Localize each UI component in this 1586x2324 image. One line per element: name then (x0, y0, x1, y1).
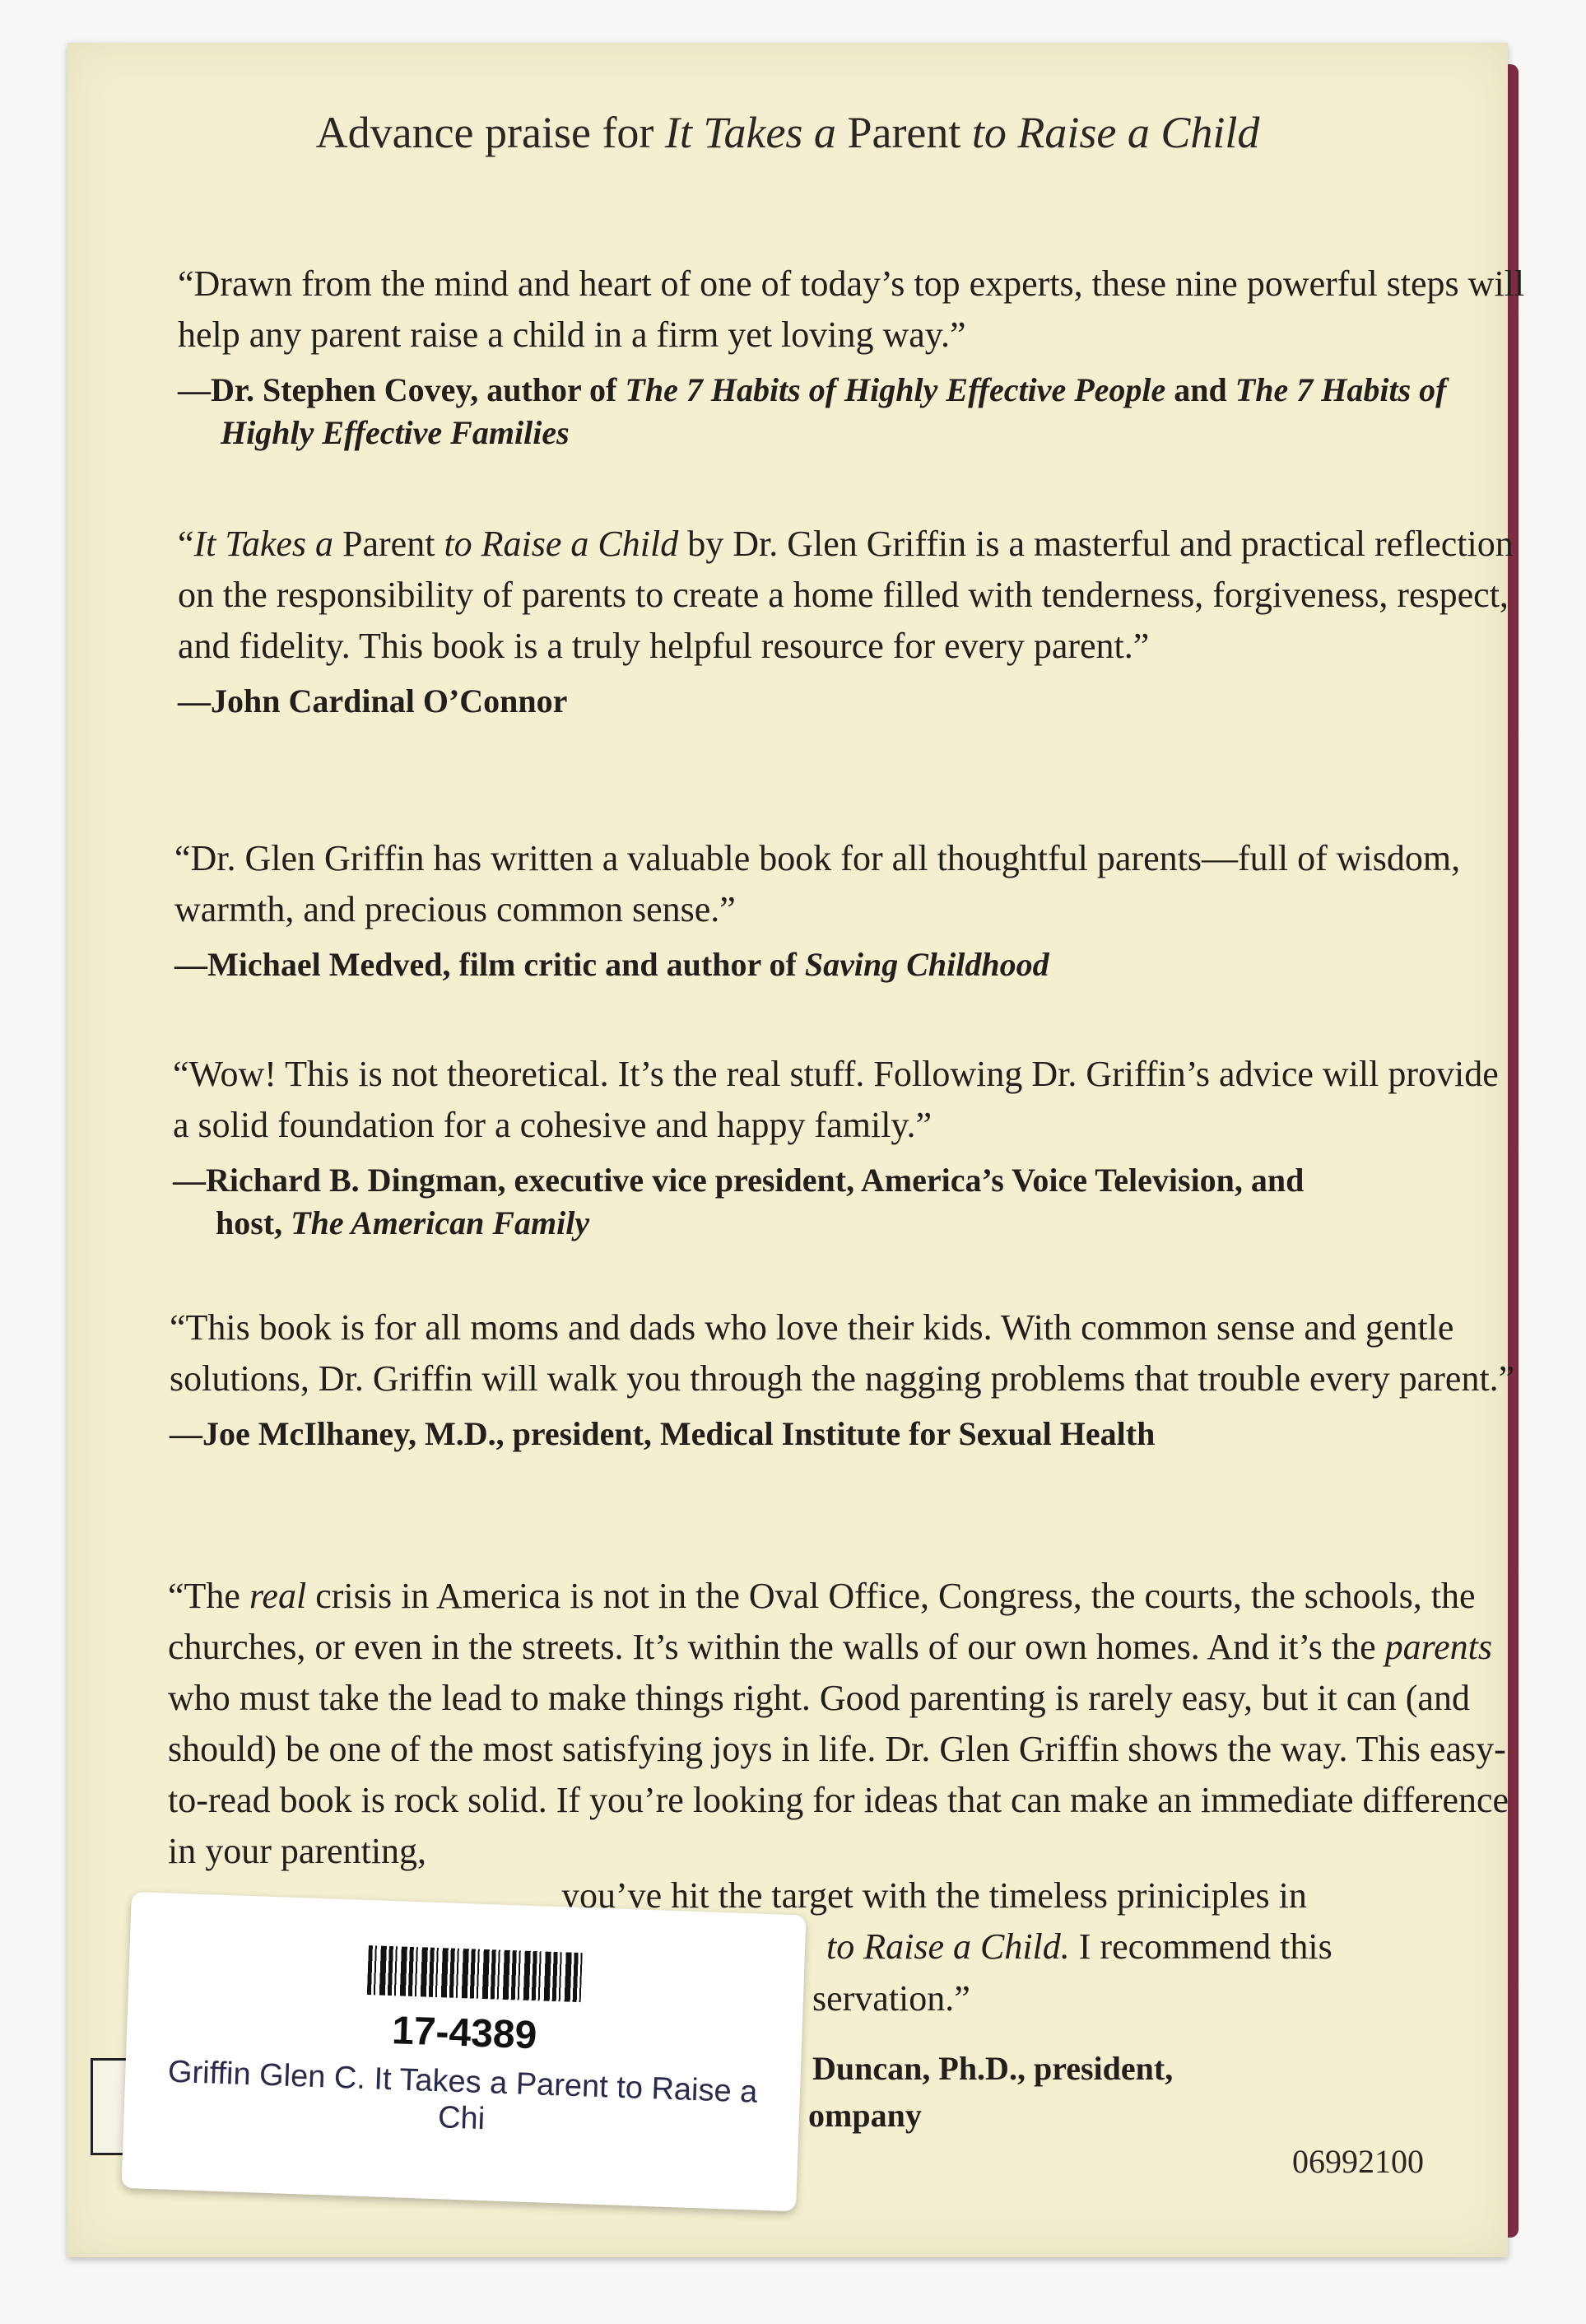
quote-attribution: ompany (808, 2097, 922, 2134)
quote-continued-line: to Raise a Child. I recommend this (826, 1926, 1333, 1967)
praise-quote-duncan (168, 1571, 1518, 1877)
quote-attribution: —John Cardinal O’Connor (178, 682, 568, 720)
quote-text: “This book is for all moms and dads who love their kids. With common sense and gentle solutions, Dr. Griffin will walk you through the nagging problems that trouble every parent.” (170, 1307, 1515, 1399)
praise-quote-oconnor (178, 519, 1528, 723)
quote-attribution: Duncan, Ph.D., president, (812, 2050, 1174, 2087)
quote-text: “It Takes a Parent to Raise a Child by Dr. Glen Griffin is a masterful and practical reflection on the responsibility of parents to create a home filled with tenderness, forgiveness, respect, and fidelity. This book is a truly helpful resource for every parent.” (178, 524, 1514, 666)
page-title: Advance praise for It Takes a Parent to Raise a Child (315, 108, 1260, 157)
praise-quote-medved (174, 833, 1491, 986)
praise-quote-dingman (173, 1049, 1523, 1245)
quote-attribution: —Michael Medved, film critic and author of Saving Childhood (174, 946, 1049, 983)
quote-text: “Drawn from the mind and heart of one of today’s top experts, these nine powerful steps will help any parent raise a child in a firm yet loving way.” (178, 263, 1525, 355)
quote-continued-line: you’ve hit the target with the timeless priniciples in (561, 1875, 1307, 1916)
praise-quote-covey (178, 258, 1528, 454)
quote-attribution: —Dr. Stephen Covey, author of The 7 Habits of Highly Effective People and The 7 Habits of Highly Effective Families (178, 371, 1447, 451)
quote-continued-line: servation.” (812, 1978, 970, 2019)
quote-attribution: —Richard B. Dingman, executive vice president, America’s Voice Television, and host, The American Family (173, 1162, 1305, 1241)
quote-text: “Wow! This is not theoretical. It’s the real stuff. Following Dr. Griffin’s advice will provide a solid foundation for a cohesive and happy family.” (173, 1054, 1499, 1145)
sticker-title: Griffin Glen C. It Takes a Parent to Raise a Chi (167, 2054, 759, 2137)
isbn-number: 06992100 (1292, 2143, 1424, 2180)
sticker-code: 17-4389 (391, 2009, 538, 2058)
quote-text: “Dr. Glen Griffin has written a valuable book for all thoughtful parents—full of wisdom, warmth, and precious common sense.” (174, 838, 1461, 929)
praise-quote-mcilhaney (170, 1302, 1519, 1455)
quote-text: “The real crisis in America is not in the Oval Office, Congress, the courts, the schools, the churches, or even in the streets. It’s within the walls of our own homes. And it’s the parents who must take the lead to make things right. Good parenting is rarely easy, but it can (and should) be one of the most satisfying joys in life. Dr. Glen Griffin shows the way. This easy-to-read book is rock solid. If you’re looking for ideas that can make an immediate difference in your parenting, (168, 1576, 1509, 1871)
quote-attribution: —Joe McIlhaney, M.D., president, Medical Institute for Sexual Health (170, 1415, 1156, 1452)
library-sticker (121, 1892, 806, 2211)
barcode-icon (367, 1945, 583, 2002)
